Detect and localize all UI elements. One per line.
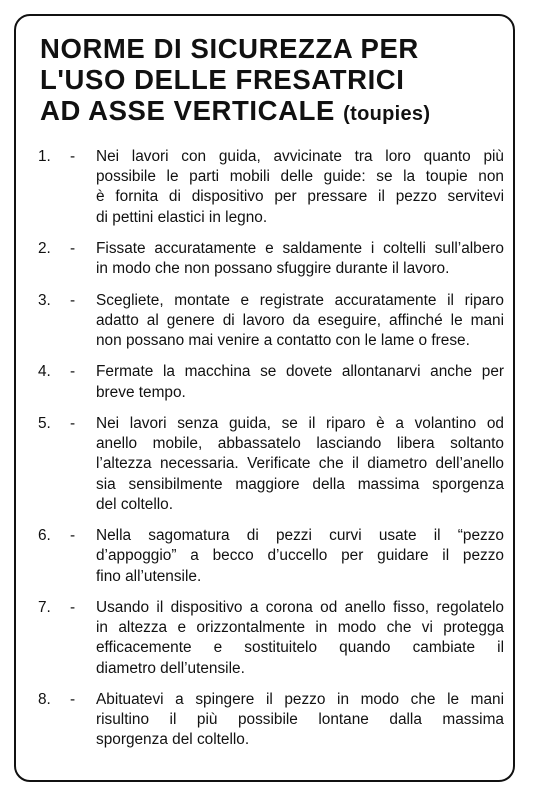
rule-text-line: in modo che non possano sfuggire durante il lavoro. (96, 260, 450, 278)
rule-text (96, 362, 504, 402)
rule-text-line: Fermate la macchina se dovete allontanarvi anche per (96, 363, 504, 381)
rule-item (38, 526, 504, 587)
rule-dash: - (70, 690, 76, 708)
rule-text-line: Usando il dispositivo a corona od anello fisso, regolatelo (96, 598, 504, 616)
rule-text (96, 414, 504, 515)
rule-dash: - (70, 363, 76, 381)
rule-dash: - (70, 240, 76, 257)
sign-title (40, 33, 500, 130)
rule-text (96, 291, 504, 352)
rule-text-line: risultino il più possibile lontane dalla massima (96, 711, 504, 729)
rule-text-line: adatto al genere di lavoro da eseguire, affinché le mani (96, 311, 504, 329)
rule-text (96, 690, 504, 751)
rule-text-line: sporgenza del coltello. (96, 731, 250, 749)
rule-number: 6. (38, 527, 51, 545)
rule-dash: - (70, 414, 76, 432)
rule-text (96, 239, 504, 279)
rule-text-line: fino all’utensile. (96, 567, 202, 585)
rule-item (38, 147, 504, 228)
title-subtitle: (toupies) (343, 103, 431, 125)
rule-item (38, 598, 504, 679)
rule-text-line: anello mobile, abbassatelo lasciando libera soltanto (96, 435, 504, 453)
rule-text-line: del coltello. (96, 495, 173, 513)
rule-text-line: Nei lavori con guida, avvicinate tra loro quanto più (96, 148, 504, 165)
rule-text-line: sia sensibilmente maggiore della massima sporgenza (96, 475, 504, 493)
rule-item (38, 362, 504, 402)
rule-item (38, 414, 504, 515)
rule-text-line: è fornita di dispositivo per pressare il pezzo servitevi (96, 188, 504, 206)
rule-text-line: diametro dell’utensile. (96, 659, 245, 677)
rule-text-line: l’altezza necessaria. Verificate che il diametro dell’anello (96, 455, 504, 473)
rule-number: 7. (38, 598, 51, 616)
rule-text-line: Abituatevi a spingere il pezzo in modo che le mani (96, 690, 504, 708)
rule-text-line: Nei lavori senza guida, se il riparo è a volantino od (96, 414, 504, 432)
rule-item (38, 690, 504, 751)
title-line-2: L'USO DELLE FRESATRICI (40, 64, 405, 95)
rule-text-line: Nella sagomatura di pezzi curvi usate il “pezzo (96, 527, 504, 545)
rule-text-line: Scegliete, montate e registrate accuratamente il riparo (96, 291, 504, 309)
rule-text-line: d’appoggio” a becco d’uccello per guidare il pezzo (96, 547, 504, 565)
title-line-3 (40, 95, 500, 130)
rule-number: 8. (38, 690, 51, 708)
rule-text-line: breve tempo. (96, 383, 186, 401)
rule-item (38, 291, 504, 352)
rule-text-line: non possano mai venire a contatto con le lame o frese. (96, 332, 470, 349)
rule-dash: - (70, 527, 76, 545)
rule-text (96, 598, 504, 679)
title-line-1: NORME DI SICUREZZA PER (40, 33, 419, 64)
rule-text-line: Fissate accuratamente e saldamente i coltelli sull’albero (96, 240, 504, 257)
rule-item (38, 239, 504, 279)
rule-number: 3. (38, 291, 51, 309)
rule-text-line: possibile le parti mobili delle guide: se la toupie non (96, 168, 504, 186)
rule-number: 2. (38, 240, 51, 257)
rule-number: 4. (38, 363, 51, 381)
rule-text-line: di pettini elastici in legno. (96, 208, 268, 226)
rule-number: 1. (38, 148, 51, 165)
rule-dash: - (70, 598, 76, 616)
rule-text-line: efficacemente e sostituitelo quando cambiate il (96, 639, 504, 657)
title-line-3-main: AD ASSE VERTICALE (40, 95, 335, 126)
rule-dash: - (70, 291, 76, 309)
rule-dash: - (70, 148, 76, 165)
rule-number: 5. (38, 414, 51, 432)
rule-text (96, 526, 504, 587)
rule-text (96, 147, 504, 228)
rule-text-line: in altezza e orizzontalmente in modo che vi protegga (96, 619, 504, 637)
rules-list (38, 147, 504, 762)
